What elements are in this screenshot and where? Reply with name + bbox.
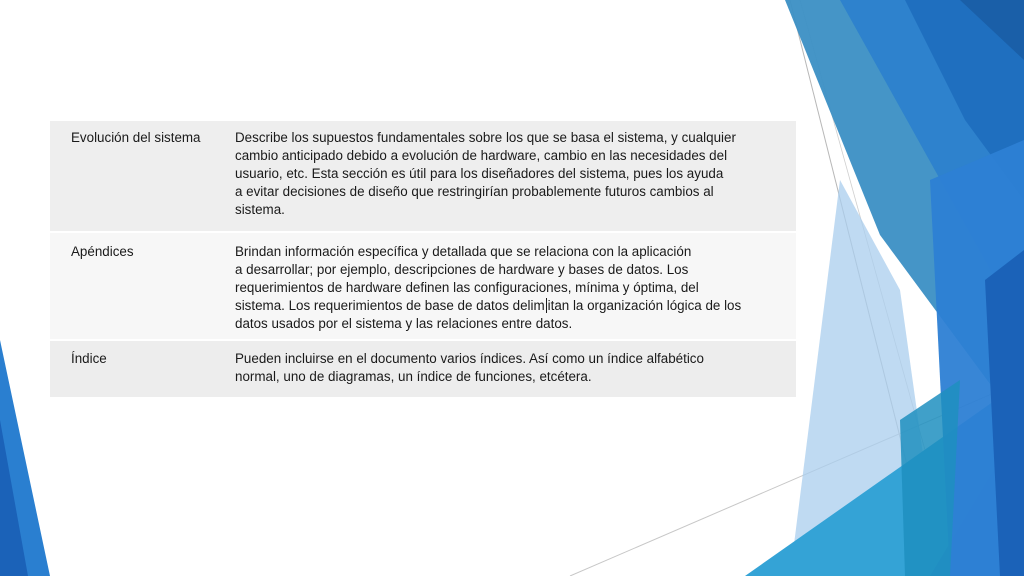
description-line: Describe los supuestos fundamentales sobre los que se basa el sistema, y cualquier [235,130,736,145]
description-line: datos usados por el sistema y las relaciones entre datos. [235,316,573,331]
description-line: Pueden incluirse en el documento varios índices. Así como un índice alfabético [235,351,704,366]
table-row [50,341,796,397]
description-line: a evitar decisiones de diseño que restringirían probablemente futuros cambios al [235,184,714,199]
description-line-with-cursor[interactable] [235,297,786,315]
description-line: usuario, etc. Esta sección es útil para los diseñadores del sistema, pues los ayuda [235,166,724,181]
text-after-cursor: itan la organización lógica de los [547,298,742,313]
text-before-cursor: sistema. Los requerimientos de base de datos delim [235,298,545,313]
description-cell [235,121,796,231]
description-line: requerimientos de hardware definen las configuraciones, mínima y óptima, del [235,280,699,295]
term-cell: Apéndices [50,233,235,339]
table-row [50,121,796,231]
document-table [50,121,796,397]
description-line: Brindan información específica y detallada que se relaciona con la aplicación [235,244,692,259]
term-cell: Evolución del sistema [50,121,235,231]
table-row [50,233,796,339]
term-cell: Índice [50,341,235,397]
description-cell [235,341,796,397]
description-line: sistema. [235,202,285,217]
description-line: a desarrollar; por ejemplo, descripciones de hardware y bases de datos. Los [235,262,689,277]
text-cursor [546,298,547,313]
description-line: normal, uno de diagramas, un índice de funciones, etcétera. [235,369,592,384]
description-cell [235,233,796,339]
description-line: cambio anticipado debido a evolución de hardware, cambio en las necesidades del [235,148,728,163]
